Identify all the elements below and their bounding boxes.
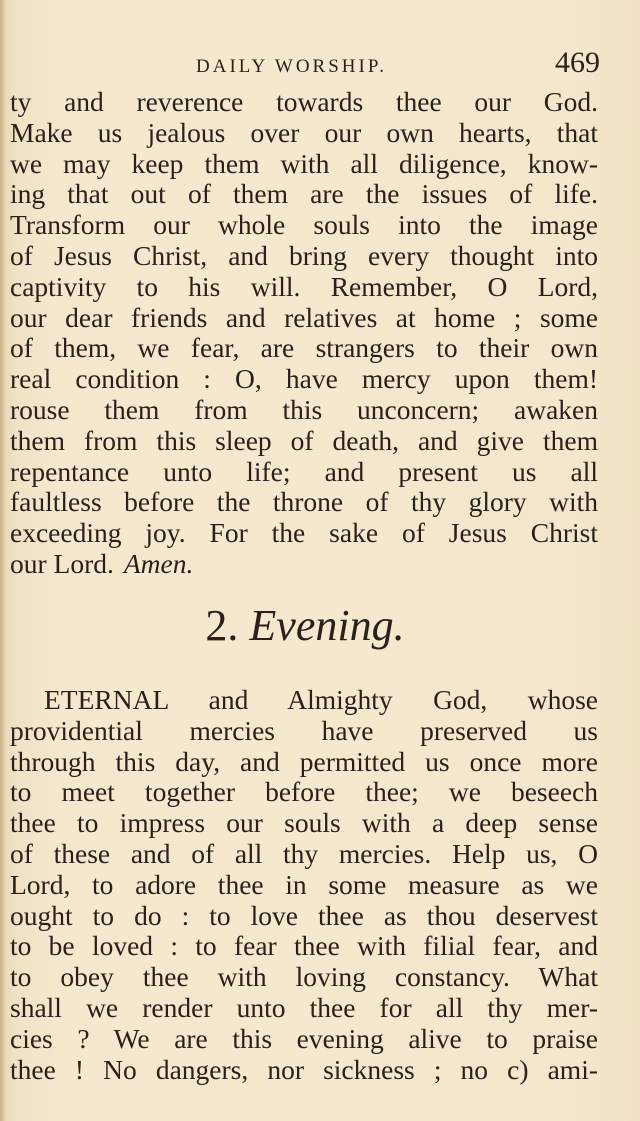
section-heading	[0, 600, 610, 651]
text-line: cies ? We are this evening alive to praise	[10, 1022, 598, 1054]
text-line: providential mercies have preserved us	[10, 714, 598, 746]
running-title: DAILY WORSHIP.	[196, 56, 388, 77]
text-line: repentance unto life; and present us all	[10, 455, 598, 487]
text-line: Transform our whole souls into the image	[10, 209, 598, 241]
text-line: ty and reverence towards thee our God.	[10, 86, 598, 117]
text-line: to be loved : to fear thee with filial fear, and	[10, 930, 598, 962]
running-head	[10, 46, 600, 86]
text-line: faultless before the throne of thy glory with	[10, 486, 598, 518]
text-line: to obey thee with loving constancy. What	[10, 961, 598, 993]
text-line: of Jesus Christ, and bring every thought into	[10, 239, 598, 271]
text-line: thee to impress our souls with a deep sense	[10, 807, 598, 839]
text-line: ETERNAL and Almighty God, whose	[44, 684, 598, 715]
text-line: ought to do : to love thee as thou deservest	[10, 899, 598, 931]
section-title: Evening.	[249, 601, 405, 650]
text-line: captivity to his will. Remember, O Lord,	[10, 270, 598, 302]
text-line: rouse them from this unconcern; awaken	[10, 393, 598, 425]
text-line: them from this sleep of death, and give them	[10, 424, 598, 456]
text-line: of them, we fear, are strangers to their own	[10, 332, 598, 364]
text-line: our dear friends and relatives at home ; some	[10, 301, 598, 333]
page-binding-edge	[0, 0, 6, 1121]
text-line: exceeding joy. For the sake of Jesus Christ	[10, 517, 598, 549]
text-line: to meet together before thee; we beseech	[10, 776, 598, 808]
text-line: through this day, and permitted us once more	[10, 745, 598, 777]
text-line: Make us jealous over our own hearts, that	[10, 116, 598, 148]
section-number: 2.	[205, 601, 239, 650]
text-line: real condition : O, have mercy upon them!	[10, 363, 598, 395]
final-text-line	[10, 549, 598, 580]
text-line: Lord, to adore thee in some measure as we	[10, 868, 598, 900]
morning-prayer-text	[10, 87, 598, 580]
text-line: thee ! No dangers, nor sickness ; no c) ami-	[10, 1053, 598, 1085]
text-line: of these and of all thy mercies. Help us, O	[10, 837, 598, 869]
evening-prayer-text	[10, 685, 598, 1085]
text-line: shall we render unto thee for all thy mer-	[10, 991, 598, 1023]
page-number: 469	[555, 46, 600, 79]
text-line: we may keep them with all diligence, know-	[10, 147, 598, 179]
amen-word: Amen.	[123, 547, 194, 579]
text-line: ing that out of them are the issues of life.	[10, 178, 598, 210]
final-line-text: our Lord.	[10, 547, 114, 579]
